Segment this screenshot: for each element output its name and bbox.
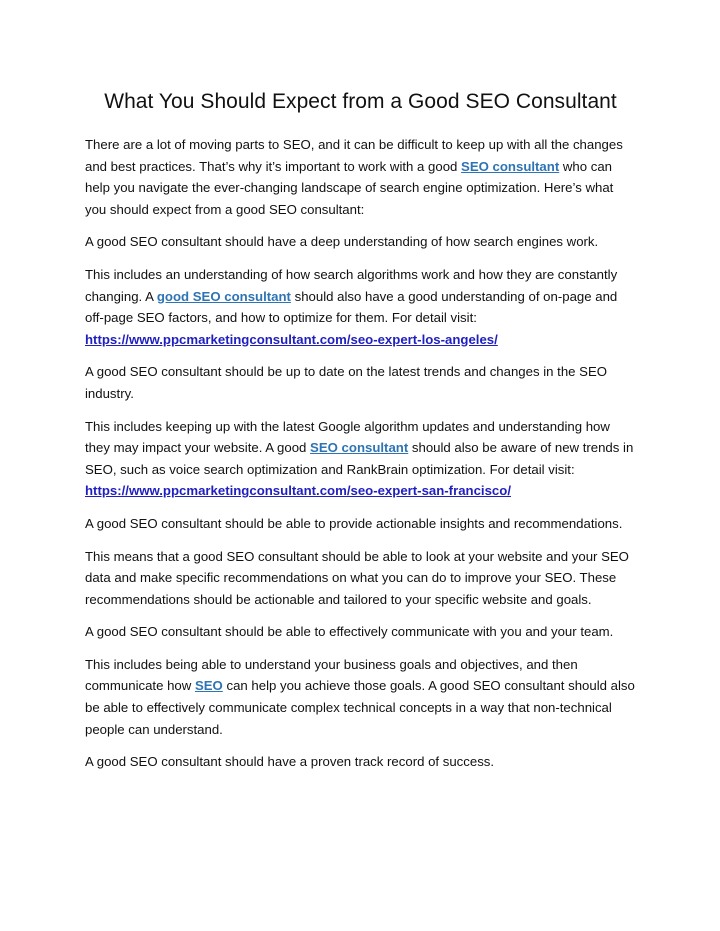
- goals-text-a: This includes being able to understand your business goals and objectives, and then communicate how: [85, 656, 578, 694]
- point-track-record: A good SEO consultant should have a proven track record of success.: [85, 754, 495, 770]
- los-angeles-url-link[interactable]: https://www.ppcmarketingconsultant.com/seo-expert-los-angeles/: [85, 331, 498, 347]
- recommendations-paragraph: This means that a good SEO consultant should be able to look at your website and your SEO data and make specific recommendations on what you can do to improve your SEO. These recommendations should be actionable and tailored to your specific website and goals.: [85, 548, 629, 607]
- goals-text-b: can help you achieve those goals. A good SEO consultant should also be able to effectively communicate complex technical concepts in a way that non-technical people can understand.: [85, 678, 635, 737]
- algorithms-text-b: should also have a good understanding of on-page and off-page SEO factors, and how to optimize for them. For detail visit:: [85, 288, 618, 326]
- search-algorithms-paragraph: [85, 264, 636, 350]
- san-francisco-url-link[interactable]: https://www.ppcmarketingconsultant.com/seo-expert-san-francisco/: [85, 483, 511, 499]
- seo-consultant-link[interactable]: SEO consultant: [461, 158, 560, 174]
- updates-text-b: should also be aware of new trends in SEO, such as voice search optimization and RankBrain optimization. For detail visit:: [85, 440, 634, 477]
- business-goals-paragraph: [85, 654, 636, 740]
- good-seo-consultant-link[interactable]: good SEO consultant: [156, 288, 291, 304]
- point-latest-trends: A good SEO consultant should be up to date on the latest trends and changes in the SEO industry.: [85, 364, 608, 401]
- seo-consultant-link-2[interactable]: SEO consultant: [310, 440, 409, 456]
- point-search-engines: A good SEO consultant should have a deep understanding of how search engines work.: [85, 234, 599, 250]
- seo-link[interactable]: SEO: [194, 678, 223, 694]
- algorithm-updates-paragraph: [85, 416, 636, 502]
- intro-text-a: There are a lot of moving parts to SEO, and it can be difficult to keep up with all the changes and best practices. That’s why it’s important to work with a good: [85, 137, 623, 174]
- algorithms-text-a: This includes an understanding of how search algorithms work and how they are constantly changing. A: [85, 266, 618, 304]
- intro-text-b: who can help you navigate the ever-changing landscape of search engine optimization. Here’s what you should expect from a good SEO consultant:: [85, 158, 614, 217]
- updates-text-a: This includes keeping up with the latest Google algorithm updates and understanding how they may impact your website. A good: [85, 418, 610, 456]
- point-actionable-insights: A good SEO consultant should be able to provide actionable insights and recommendations.: [85, 515, 623, 531]
- page-title: What You Should Expect from a Good SEO Consultant: [104, 90, 617, 113]
- intro-paragraph: [85, 134, 636, 220]
- point-communication: A good SEO consultant should be able to effectively communicate with you and your team.: [85, 624, 614, 640]
